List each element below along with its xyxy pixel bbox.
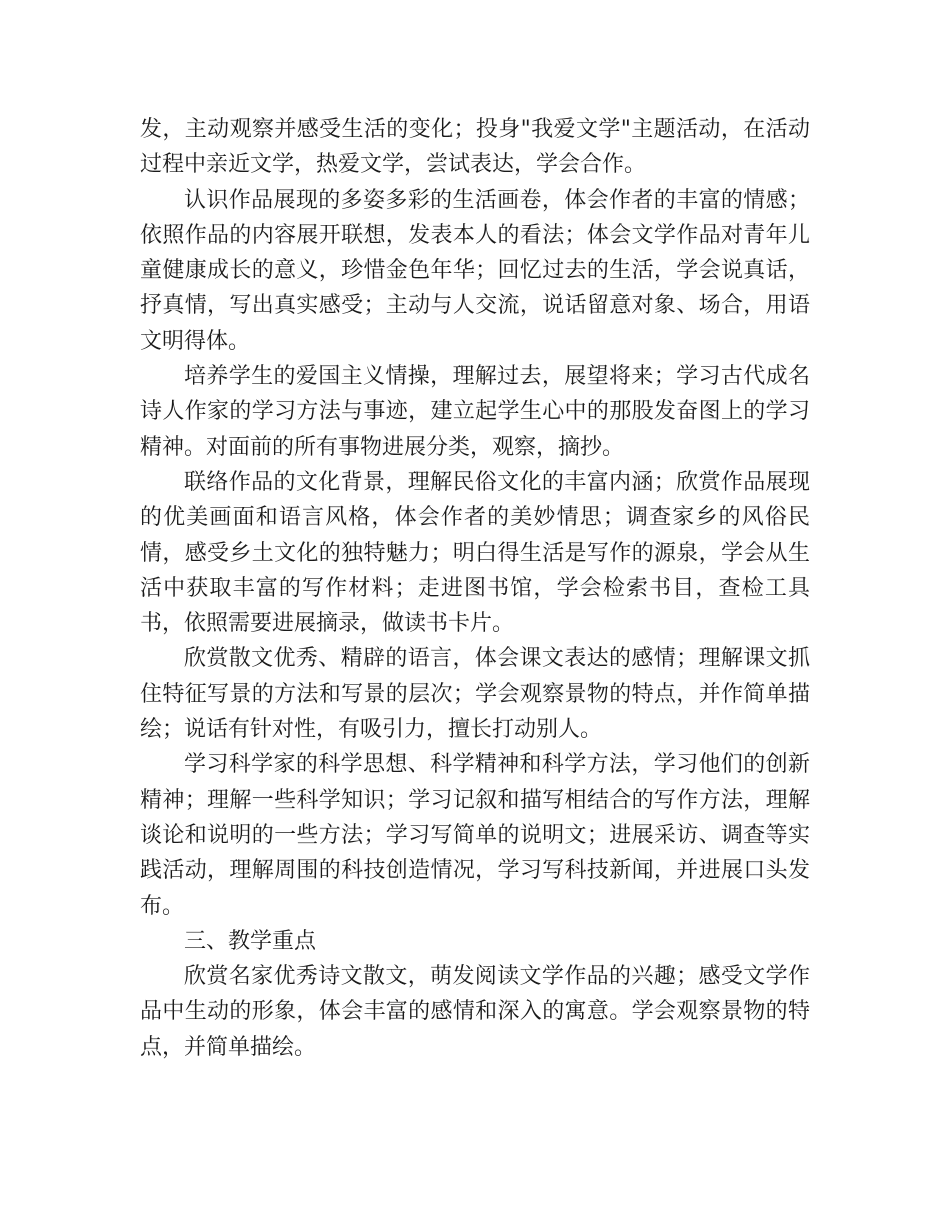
paragraph-science-learning: 学习科学家的科学思想、科学精神和科学方法，学习他们的创新精神；理解一些科学知识；学习记叙和描写相结合的写作方法，理解谈论和说明的一些方法；学习写简单的说明文；进展采访、调查等实践活动，理解周围的科技创造情况，学习写科技新闻，并进展口头发布。 <box>140 752 810 919</box>
section-heading-teaching-focus: 三、教学重点 <box>184 928 317 954</box>
paragraph-patriotism: 培养学生的爱国主义情操，理解过去，展望将来；学习古代成名诗人作家的学习方法与事迹，建立起学生心中的那股发奋图上的学习精神。对面前的所有事物进展分类，观察，摘抄。 <box>140 364 810 460</box>
paragraph-folk-culture: 联络作品的文化背景，理解民俗文化的丰富内涵；欣赏作品展现的优美画面和语言风格，体会作者的美妙情思；调查家乡的风俗民情，感受乡土文化的独特魅力；明白得生活是写作的源泉，学会从生活中获取丰富的写作材料；走进图书馆，学会检索书目，查检工具书，依照需要进展摘录，做读书卡片。 <box>140 469 810 637</box>
paragraph-teaching-focus: 欣赏名家优秀诗文散文，萌发阅读文学作品的兴趣；感受文学作品中生动的形象，体会丰富的感情和深入的寓意。学会观察景物的特点，并简单描绘。 <box>140 964 810 1060</box>
paragraph-continuation: 发，主动观察并感受生活的变化；投身"我爱文学"主题活动，在活动过程中亲近文学，热爱文学，尝试表达，学会合作。 <box>140 117 810 178</box>
paragraph-prose-appreciation: 欣赏散文优秀、精辟的语言，体会课文表达的感情；理解课文抓住特征写景的方法和写景的层次；学会观察景物的特点，并作简单描绘；说话有针对性，有吸引力，擅长打动别人。 <box>140 646 810 743</box>
paragraph-works-appreciation: 认识作品展现的多姿多彩的生活画卷，体会作者的丰富的情感；依照作品的内容展开联想，发表本人的看法；体会文学作品对青年儿童健康成长的意义，珍惜金色年华；回忆过去的生活，学会说真话，抒真情，写出真实感受；主动与人交流，说话留意对象、场合，用语文明得体。 <box>140 187 810 354</box>
